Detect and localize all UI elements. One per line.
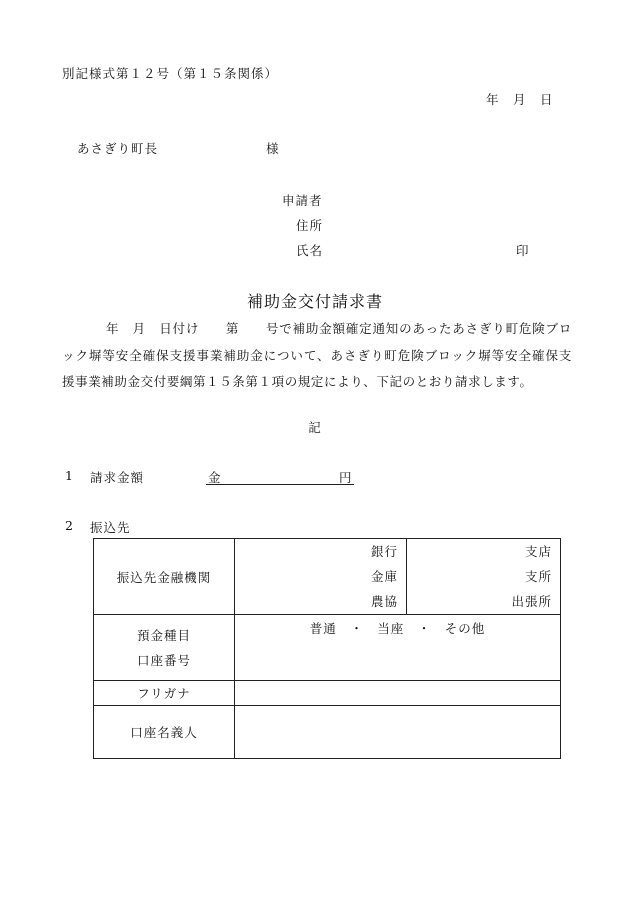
deposit-label-cell [94,615,235,681]
address-label: 住所 [296,218,324,233]
branch-type-shutchojo: 出張所 [511,594,552,609]
deposit-row [94,615,561,681]
amount-prefix: 金 [208,470,222,485]
furigana-label: フリガナ [94,681,235,706]
bank-transfer-table [93,538,561,759]
item2-number: 2 [65,518,74,533]
furigana-input-cell[interactable] [235,681,561,706]
holder-row [94,706,561,759]
branch-type-shiten: 支店 [524,544,552,559]
deposit-type-label: 預金種目 [136,627,191,643]
request-body: 年 月 日付け 第 号で補助金額確定通知のあったあさぎり町危険ブロック塀等安全確保支援事業補助金について、あさぎり町危険ブロック塀等安全確保支援事業補助金交付要綱第１５条第１項の規定により、下記のとおり請求します。 [62,321,572,389]
item1-number: 1 [65,468,74,483]
item2-label: 振込先 [90,520,131,535]
honorific: 様 [266,141,280,156]
branch-type-shisho: 支所 [524,569,552,584]
institution-name-cell[interactable] [235,539,407,615]
deposit-choices-cell[interactable] [235,615,561,681]
inst-type-nokyo: 農協 [370,594,398,609]
ki-heading: 記 [308,420,322,435]
inst-type-bank: 銀行 [370,544,398,559]
addressee: あさぎり町長 [77,141,159,156]
branch-name-cell[interactable] [407,539,561,615]
amount-underline [206,468,354,485]
applicant-label: 申請者 [282,193,323,208]
name-label: 氏名 [296,243,324,258]
date-field: 年 月 日 [486,92,554,107]
form-number: 別記様式第１２号（第１５条関係） [62,66,279,81]
holder-label: 口座名義人 [94,706,235,759]
deposit-choices: 普通 ・ 当座 ・ その他 [309,621,486,636]
amount-suffix: 円 [339,470,353,485]
holder-input-cell[interactable] [235,706,561,759]
item1-label: 請求金額 [90,470,145,485]
institution-row [94,539,561,615]
furigana-row [94,681,561,706]
document-title: 補助金交付請求書 [246,292,383,311]
seal-mark: 印 [516,243,530,258]
institution-label: 振込先金融機関 [94,539,235,615]
account-number-label: 口座番号 [136,652,191,668]
inst-type-kinko: 金庫 [370,569,398,584]
